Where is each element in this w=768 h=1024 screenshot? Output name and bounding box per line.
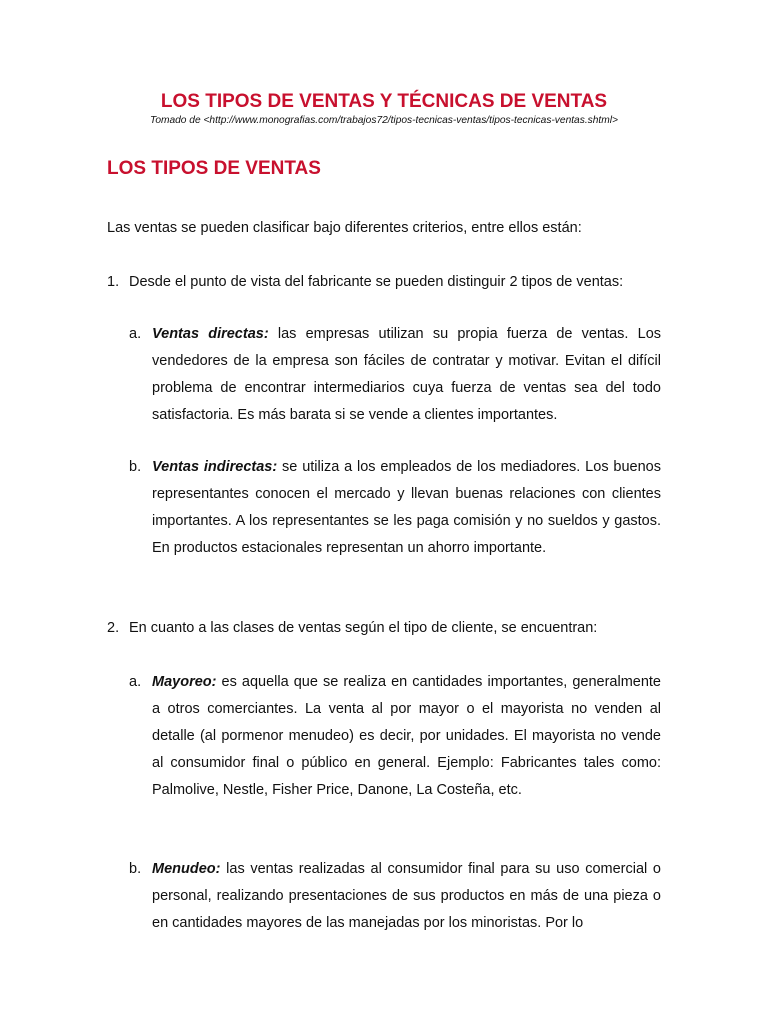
sub-marker: b.	[129, 459, 142, 475]
term-description: las ventas realizadas al consumidor final para su uso comercial o personal, realizando presentaciones de sus productos en más de una pieza o en cantidades mayores de las manejadas por los minoristas. Por lo	[152, 861, 661, 931]
list-item-text: En cuanto a las clases de ventas según el tipo de cliente, se encuentran:	[129, 620, 598, 636]
list-marker: 2.	[107, 620, 120, 636]
sub-marker: a.	[129, 674, 142, 690]
sub-item-body	[152, 856, 661, 937]
term-description: se utiliza a los empleados de los mediadores. Los buenos representantes conocen el mercado y llevan buenas relaciones con clientes importantes. A los representantes se les paga comisión y no sueldos y gastos. En productos estacionales representan un ahorro importante.	[152, 459, 661, 556]
sub-item-body	[152, 321, 661, 429]
term-label: Menudeo:	[152, 861, 221, 877]
term-description: es aquella que se realiza en cantidades importantes, generalmente a otros comerciantes. La venta al por mayor o el mayorista no venden al detalle (al pormenor menudeo) es decir, por unidades. El mayorista no vende al consumidor final o público en general. Ejemplo: Fabricantes tales como: Palmolive, Nestle, Fisher Price, Danone, La Costeña, etc.	[152, 674, 661, 798]
sub-marker: b.	[129, 861, 142, 877]
term-description: las empresas utilizan su propia fuerza de ventas. Los vendedores de la empresa son fáciles de contratar y motivar. Evitan el difícil problema de encontrar intermediarios cuya fuerza de ventas sea del todo satisfactoria. Es más barata si se vende a clientes importantes.	[152, 326, 662, 423]
term-label: Ventas indirectas:	[152, 459, 278, 475]
sub-item-body	[152, 454, 661, 562]
intro-paragraph: Las ventas se pueden clasificar bajo diferentes criterios, entre ellos están:	[107, 220, 582, 236]
list-marker: 1.	[107, 274, 120, 290]
sub-marker: a.	[129, 326, 142, 342]
sub-item-body	[152, 669, 661, 804]
source-reference: Tomado de <http://www.monografias.com/trabajos72/tipos-tecnicas-ventas/tipos-tecnicas-ventas.shtml>	[150, 115, 618, 126]
term-label: Ventas directas:	[152, 326, 269, 342]
list-item-text: Desde el punto de vista del fabricante se pueden distinguir 2 tipos de ventas:	[129, 274, 624, 290]
section-heading: LOS TIPOS DE VENTAS	[107, 158, 321, 179]
document-title: LOS TIPOS DE VENTAS Y TÉCNICAS DE VENTAS	[160, 91, 608, 112]
term-label: Mayoreo:	[152, 674, 217, 690]
